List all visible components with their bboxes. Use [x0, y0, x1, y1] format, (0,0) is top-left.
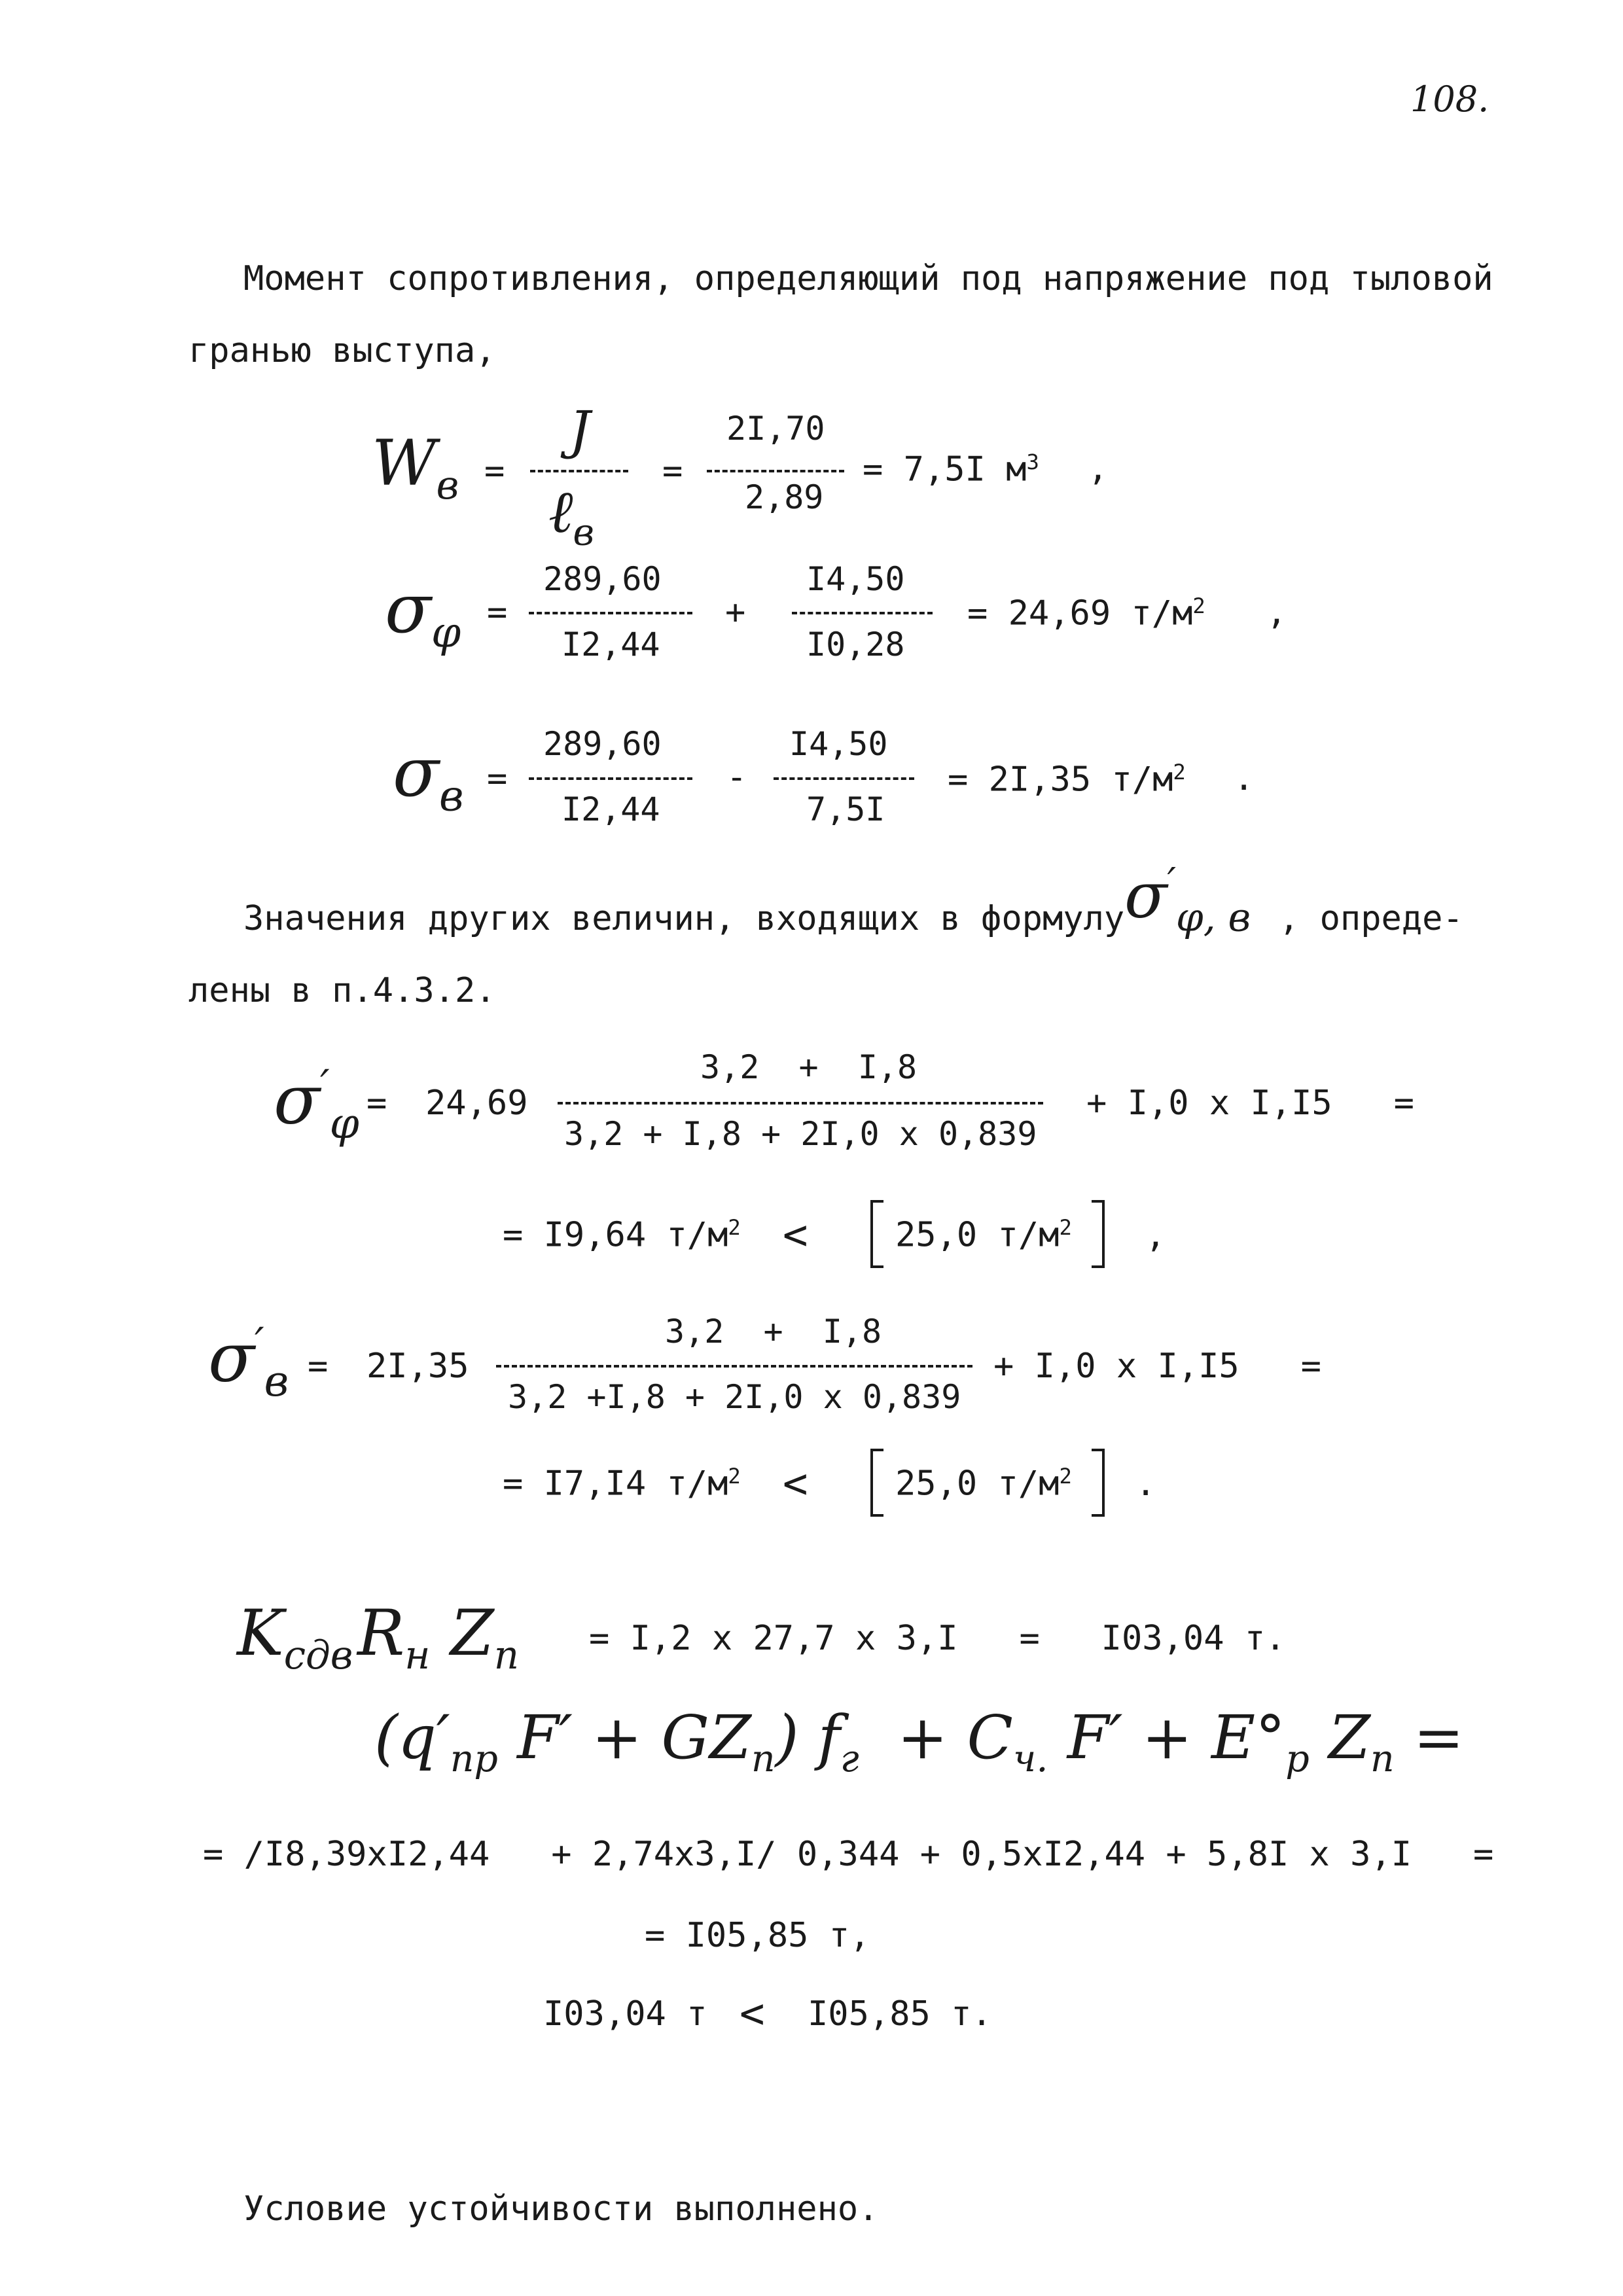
sbp-den: 3,2 +I,8 + 2I,0 x 0,839: [508, 1378, 961, 1416]
sbp-end: .: [1135, 1464, 1156, 1504]
sfp-eq: =: [366, 1084, 387, 1123]
sbp-bracket-right: [1092, 1449, 1105, 1517]
sf-op: +: [725, 593, 746, 632]
sbp-lhs: $\sigma'_в$: [208, 1317, 289, 1407]
intro-line-2: гранью выступа,: [188, 331, 496, 370]
sbp-result: = I7,I4 $т/м^2$: [503, 1464, 741, 1504]
sfp-bound: 25,0 $т/м^2$: [895, 1215, 1072, 1255]
sbp-num: 3,2 + I,8: [665, 1313, 882, 1351]
w-lhs: $W_в$: [372, 427, 459, 508]
sf-frac2-num: I4,50: [806, 560, 905, 598]
sfp-lt: <: [783, 1211, 808, 1260]
w-frac2-num: 2I,70: [726, 410, 825, 448]
k-r: $R_н$: [357, 1597, 431, 1678]
w-frac1-bar: [530, 470, 628, 472]
note-line-1a: Значения других величин, входящих в формулу: [243, 899, 1125, 938]
sum-line-2: = /I8,39xI2,44 + 2,74x3,I/ 0,344 + 0,5xI2,44 + 5,8I x 3,I =: [203, 1835, 1494, 1874]
sfp-end: ,: [1145, 1216, 1166, 1255]
sum-formula: ($q'_{пр}$ $F' + GZ_п$) $f_г + C_{ч.}$ $F' + E^\circ_р$ $Z_п$ =: [374, 1703, 1464, 1780]
sf-lhs: $\sigma_\varphi$: [385, 569, 461, 658]
conclusion: Условие устойчивости выполнено.: [243, 2189, 879, 2229]
k-lhs: $K_{сдв}$: [237, 1597, 353, 1678]
sf-frac2-den: I0,28: [806, 626, 905, 663]
sbp-bar: [496, 1365, 972, 1368]
sb-frac2-den: 7,5I: [806, 790, 885, 828]
note-line-1b: , опреде-: [1279, 899, 1463, 938]
sfp-num: 3,2 + I,8: [700, 1048, 918, 1086]
sb-frac1-num: 289,60: [543, 725, 662, 763]
sbp-tail: + I,0 x I,I5 =: [993, 1347, 1321, 1386]
w-frac1-num: J: [569, 400, 591, 461]
sb-eq-1: =: [487, 759, 508, 798]
sb-op: -: [726, 758, 747, 797]
w-tail: ,: [1088, 449, 1109, 488]
sfp-bracket-left: [870, 1200, 883, 1268]
w-frac1-den: ℓ$_в$: [548, 478, 594, 554]
sbp-bound: 25,0 $т/м^2$: [895, 1464, 1072, 1504]
sb-lhs: $\sigma_в$: [393, 732, 464, 821]
sfp-coef: 24,69: [425, 1084, 528, 1123]
sbp-lt: <: [783, 1460, 808, 1508]
sb-frac1-den: I2,44: [562, 790, 660, 828]
sbp-eq: =: [308, 1347, 329, 1386]
sum-line-4b: I05,85 т.: [808, 1994, 992, 2034]
sf-frac2-bar: [792, 612, 933, 614]
sb-tail: .: [1234, 759, 1255, 798]
note-line-2: лены в п.4.3.2.: [188, 971, 496, 1010]
sbp-bracket-left: [870, 1449, 883, 1517]
sb-frac2-num: I4,50: [789, 725, 888, 763]
k-z: $Z_п$: [450, 1597, 520, 1678]
sum-line-3: = I05,85 т,: [645, 1916, 870, 1955]
w-frac2-den: 2,89: [745, 478, 824, 516]
note-symbol: $\sigma'_{\varphi, в}$: [1124, 858, 1251, 941]
sfp-bracket-right: [1092, 1200, 1105, 1268]
sf-frac1-den: I2,44: [562, 626, 660, 663]
sfp-tail: + I,0 x I,I5 =: [1086, 1084, 1414, 1123]
sf-tail: ,: [1266, 593, 1287, 632]
sf-eq-1: =: [487, 593, 508, 632]
sf-result: = 24,69 $т/м^2$: [967, 593, 1205, 633]
sfp-den: 3,2 + I,8 + 2I,0 x 0,839: [564, 1115, 1037, 1153]
sf-frac1-bar: [529, 612, 692, 614]
sb-frac1-bar: [529, 777, 692, 780]
w-result: = 7,5I $м^3$: [863, 450, 1039, 489]
w-eq-1: =: [484, 451, 505, 491]
sf-frac1-num: 289,60: [543, 560, 662, 598]
w-eq-2: =: [662, 451, 683, 491]
sum-line-4-lt: <: [740, 1990, 765, 2038]
intro-line-1: Момент сопротивления, определяющий под напряжение под тыловой: [243, 259, 1493, 298]
sfp-lhs: $\sigma'_\varphi$: [274, 1059, 359, 1149]
sb-frac2-bar: [774, 777, 914, 780]
sfp-bar: [558, 1102, 1043, 1104]
w-frac2-bar: [707, 470, 844, 472]
sum-line-4a: I03,04 т: [543, 1994, 707, 2034]
k-rhs: = I,2 x 27,7 x 3,I = I03,04 т.: [589, 1619, 1286, 1658]
sbp-coef: 2I,35: [366, 1347, 469, 1386]
sfp-result: = I9,64 $т/м^2$: [503, 1215, 741, 1255]
page-number: 108.: [1410, 79, 1489, 120]
sb-result: = 2I,35 $т/м^2$: [948, 760, 1186, 800]
